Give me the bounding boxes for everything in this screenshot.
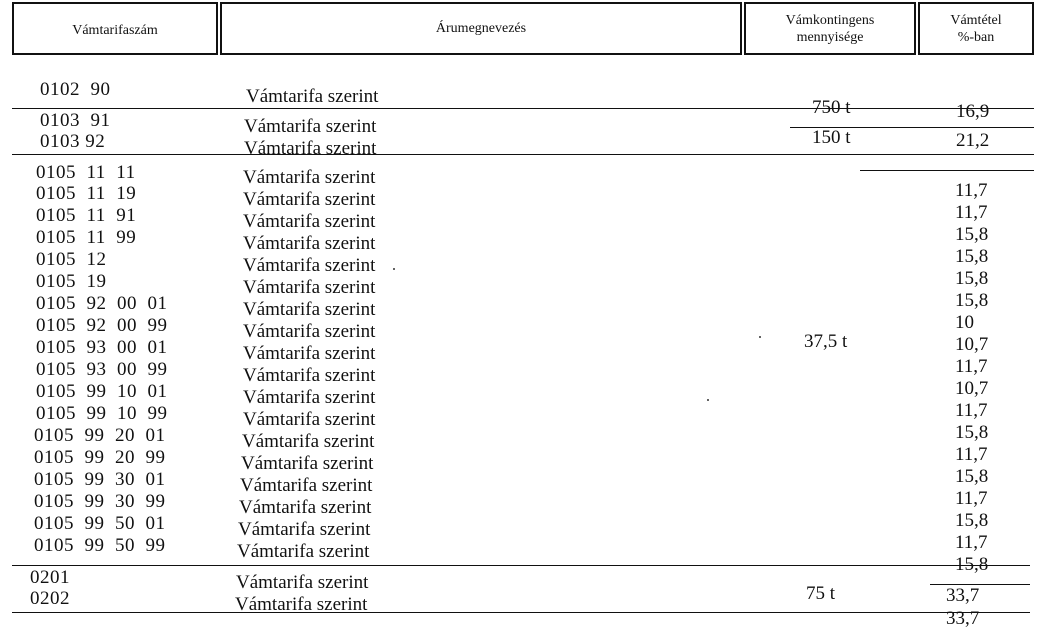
- tariff-code: 0105 99 30 01: [34, 469, 166, 490]
- rate-rule: [930, 584, 1030, 585]
- tariff-code: 0103 91: [40, 110, 111, 131]
- header-code-cell: [12, 2, 218, 55]
- rate-value: 10,7: [955, 378, 989, 399]
- scan-speck: [393, 268, 395, 270]
- item-description: Vámtarifa szerint: [243, 321, 376, 342]
- rate-value: 15,8: [955, 554, 989, 575]
- item-description: Vámtarifa szerint: [241, 453, 374, 474]
- tariff-code: 0105 99 10 99: [36, 403, 168, 424]
- item-description: Vámtarifa szerint: [246, 86, 379, 107]
- item-description: Vámtarifa szerint: [243, 189, 376, 210]
- rate-value: 15,8: [955, 510, 989, 531]
- item-description: Vámtarifa szerint: [243, 299, 376, 320]
- tariff-code: 0201: [30, 567, 70, 588]
- item-description: Vámtarifa szerint: [243, 233, 376, 254]
- rate-value: 15,8: [955, 422, 989, 443]
- group-rule: [12, 565, 1030, 566]
- item-description: Vámtarifa szerint: [235, 594, 368, 615]
- tariff-code: 0202: [30, 588, 70, 609]
- tariff-code: 0105 92 00 01: [36, 293, 168, 314]
- item-description: Vámtarifa szerint: [244, 116, 377, 137]
- item-description: Vámtarifa szerint: [243, 365, 376, 386]
- tariff-code: 0105 93 00 01: [36, 337, 168, 358]
- item-description: Vámtarifa szerint: [237, 541, 370, 562]
- rate-value: 15,8: [955, 246, 989, 267]
- item-description: Vámtarifa szerint: [243, 167, 376, 188]
- item-description: Vámtarifa szerint: [243, 277, 376, 298]
- item-description: Vámtarifa szerint: [242, 431, 375, 452]
- rate-value: 10,7: [955, 334, 989, 355]
- scan-speck: [759, 336, 761, 338]
- item-description: Vámtarifa szerint: [243, 387, 376, 408]
- rate-value: 15,8: [955, 224, 989, 245]
- rate-value: 16,9: [956, 101, 990, 122]
- tariff-code: 0105 99 30 99: [34, 491, 166, 512]
- tariff-code: 0105 93 00 99: [36, 359, 168, 380]
- item-description: Vámtarifa szerint: [238, 519, 371, 540]
- rate-value: 11,7: [955, 180, 988, 201]
- item-description: Vámtarifa szerint: [240, 475, 373, 496]
- quota-value: 150 t: [812, 127, 851, 148]
- item-description: Vámtarifa szerint: [244, 138, 377, 159]
- rate-value: 11,7: [955, 202, 988, 223]
- rate-value: 15,8: [955, 290, 989, 311]
- tariff-code: 0105 11 11: [36, 162, 136, 183]
- rate-value: 33,7: [946, 608, 980, 629]
- item-description: Vámtarifa szerint: [239, 497, 372, 518]
- rate-value: 15,8: [955, 466, 989, 487]
- rate-value: 15,8: [955, 268, 989, 289]
- group-rule: [12, 154, 1034, 155]
- tariff-code: 0105 11 91: [36, 205, 137, 226]
- header-name-label: Árumegnevezés: [435, 21, 527, 36]
- rate-rule: [860, 170, 1034, 171]
- header-quota-label-line1: Vámkontingens: [785, 12, 875, 28]
- item-description: Vámtarifa szerint: [236, 572, 369, 593]
- header-rate-label-line2: %-ban: [957, 29, 995, 45]
- tariff-code: 0105 99 20 01: [34, 425, 166, 446]
- tariff-code: 0105 99 10 01: [36, 381, 168, 402]
- tariff-code: 0105 99 50 01: [34, 513, 166, 534]
- item-description: Vámtarifa szerint: [243, 343, 376, 364]
- tariff-code: 0105 99 20 99: [34, 447, 166, 468]
- header-rate-cell: [918, 2, 1034, 55]
- tariff-code: 0105 92 00 99: [36, 315, 168, 336]
- rate-value: 11,7: [955, 400, 988, 421]
- tariff-code: 0105 12: [36, 249, 107, 270]
- header-quota-cell: [744, 2, 916, 55]
- header-code-label: Vámtarifaszám: [72, 23, 158, 38]
- quota-value: 75 t: [806, 583, 836, 604]
- rate-value: 21,2: [956, 130, 990, 151]
- rate-value: 11,7: [955, 488, 988, 509]
- tariff-code: 0102 90: [40, 79, 111, 100]
- tariff-code: 0103 92: [40, 131, 106, 152]
- tariff-code: 0105 11 99: [36, 227, 137, 248]
- quota-value: 37,5 t: [804, 331, 848, 352]
- group-rule: [12, 108, 1034, 109]
- header-rate-label-line1: Vámtétel: [950, 12, 1002, 28]
- group-rule: [12, 612, 1030, 613]
- rate-value: 33,7: [946, 585, 980, 606]
- rate-value: 10: [955, 312, 974, 333]
- quota-value: 750 t: [812, 97, 851, 118]
- tariff-code: 0105 99 50 99: [34, 535, 166, 556]
- item-description: Vámtarifa szerint: [243, 255, 376, 276]
- rate-value: 11,7: [955, 444, 988, 465]
- item-description: Vámtarifa szerint: [243, 409, 376, 430]
- item-description: Vámtarifa szerint: [243, 211, 376, 232]
- scan-speck: [707, 399, 709, 401]
- rate-value: 11,7: [955, 356, 988, 377]
- rate-value: 11,7: [955, 532, 988, 553]
- tariff-code: 0105 11 19: [36, 183, 137, 204]
- header-quota-label-line2: mennyisége: [796, 29, 864, 45]
- tariff-code: 0105 19: [36, 271, 107, 292]
- header-name-cell: [220, 2, 742, 55]
